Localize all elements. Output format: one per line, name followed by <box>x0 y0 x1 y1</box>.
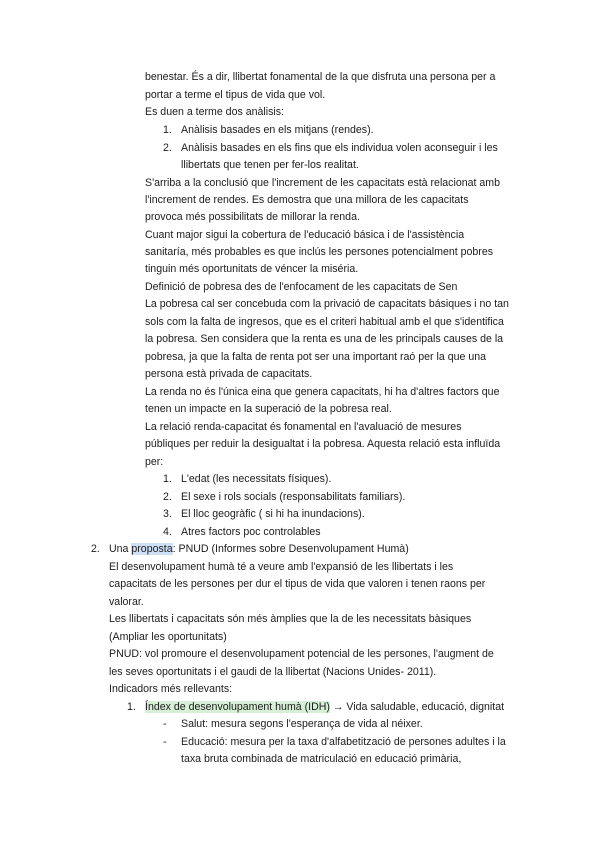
text-line: portar a terme el tipus de vida que vol. <box>145 89 326 101</box>
list-item: Anàlisis basades en els mitjans (rendes). <box>181 124 374 136</box>
text-line: les seves oportunitats i el gaudi de la llibertat (Nacions Unides- 2011). <box>109 666 437 678</box>
list-item: Anàlisis basades en els fins que els individua volen aconseguir i les <box>181 142 498 154</box>
idh-item <box>145 699 504 716</box>
text-line: Definició de pobresa des de l'enfocament de les capacitats de Sen <box>145 281 458 293</box>
list-number: 1. <box>127 701 136 713</box>
list-item: L'edat (les necessitats físiques). <box>181 473 332 485</box>
text-line: capacitats de les persones per dur el tipus de vida que valoren i tenen raons per <box>109 578 486 590</box>
section-number: 2. <box>91 543 100 555</box>
text-line: Es duen a terme dos anàlisis: <box>145 106 284 118</box>
bullet-item-continued: taxa bruta combinada de matriculació en educació primària, <box>181 753 462 765</box>
list-number: 2. <box>163 491 172 503</box>
text-line: tenen un impacte en la superació de la pobresa real. <box>145 403 392 415</box>
heading-suffix: : PNUD (Informes sobre Desenvolupament Humà) <box>172 543 409 555</box>
list-number: 4. <box>163 526 172 538</box>
text-line: La renda no és l'única eina que genera capacitats, hi ha d'altres factors que <box>145 386 500 398</box>
list-item: Atres factors poc controlables <box>181 526 321 538</box>
text-line: valorar. <box>109 596 144 608</box>
list-item: El sexe i rols socials (responsabilitats familiars). <box>181 491 406 503</box>
text-line: benestar. És a dir, llibertat fonamental de la que disfruta una persona per a <box>145 71 496 83</box>
text-line: l'increment de rendes. Es demostra que una millora de les capacitats <box>145 194 469 206</box>
text-line: pobresa, ja que la falta de renta pot ser una important raó per la que una <box>145 351 486 363</box>
section-heading <box>109 541 409 558</box>
text-line: El desenvolupament humà té a veure amb l'expansió de les llibertats i les <box>109 561 454 573</box>
text-line: (Ampliar les oportunitats) <box>109 631 227 643</box>
list-number: 2. <box>163 142 172 154</box>
text-line: Cuant major sigui la cobertura de l'educació básica i de l'assistència <box>145 229 465 241</box>
text-line: públiques per reduir la desigualtat i la pobresa. Aquesta relació esta influïda <box>145 438 501 450</box>
list-number: 1. <box>163 473 172 485</box>
list-item-continued: llibertats que tenen per fer-los realitat. <box>181 159 359 171</box>
highlighted-word: proposta <box>131 543 173 555</box>
bullet-item: Educació: mesura per la taxa d'alfabetització de persones adultes i la <box>181 736 506 748</box>
text-line: Indicadors més rellevants: <box>109 683 233 695</box>
text-line: tinguin més oportunitats de véncer la miséria. <box>145 263 359 275</box>
text-line: sanitaría, més probables es que inclús les persones potencialment pobres <box>145 246 494 258</box>
text-line: sols com la falta de ingresos, que es el criteri habitual amb el que s'identifica <box>145 316 504 328</box>
list-item: El lloc geogràfic ( si hi ha inundacions). <box>181 508 365 520</box>
list-number: 1. <box>163 124 172 136</box>
heading-prefix: Una <box>109 543 132 555</box>
text-line: PNUD: vol promoure el desenvolupament potencial de les persones, l'augment de <box>109 648 494 660</box>
bullet-item: Salut: mesura segons l'esperança de vida al néixer. <box>181 718 423 730</box>
text-line: Les llibertats i capacitats són més àmplies que la de les necessitats bàsiques <box>109 613 472 625</box>
text-line: La pobresa cal ser concebuda com la privació de capacitats básiques i no tan <box>145 298 509 310</box>
text-line: per: <box>145 456 164 468</box>
text-line: persona està privada de capacitats. <box>145 368 313 380</box>
bullet-dash: - <box>163 736 167 748</box>
highlighted-term: Índex de desenvolupament humà (IDH) <box>145 701 330 713</box>
text-line: La relació renda-capacitat és fonamental en l'avaluació de mesures <box>145 421 462 433</box>
idh-suffix: → Vida saludable, educació, dignitat <box>329 701 505 713</box>
text-line: la pobresa. Sen considera que la renta es una de les principals causes de la <box>145 333 504 345</box>
bullet-dash: - <box>163 718 167 730</box>
list-number: 3. <box>163 508 172 520</box>
text-line: provoca més possibilitats de millorar la renda. <box>145 211 360 223</box>
text-line: S'arriba a la conclusió que l'increment de les capacitats està relacionat amb <box>145 177 501 189</box>
